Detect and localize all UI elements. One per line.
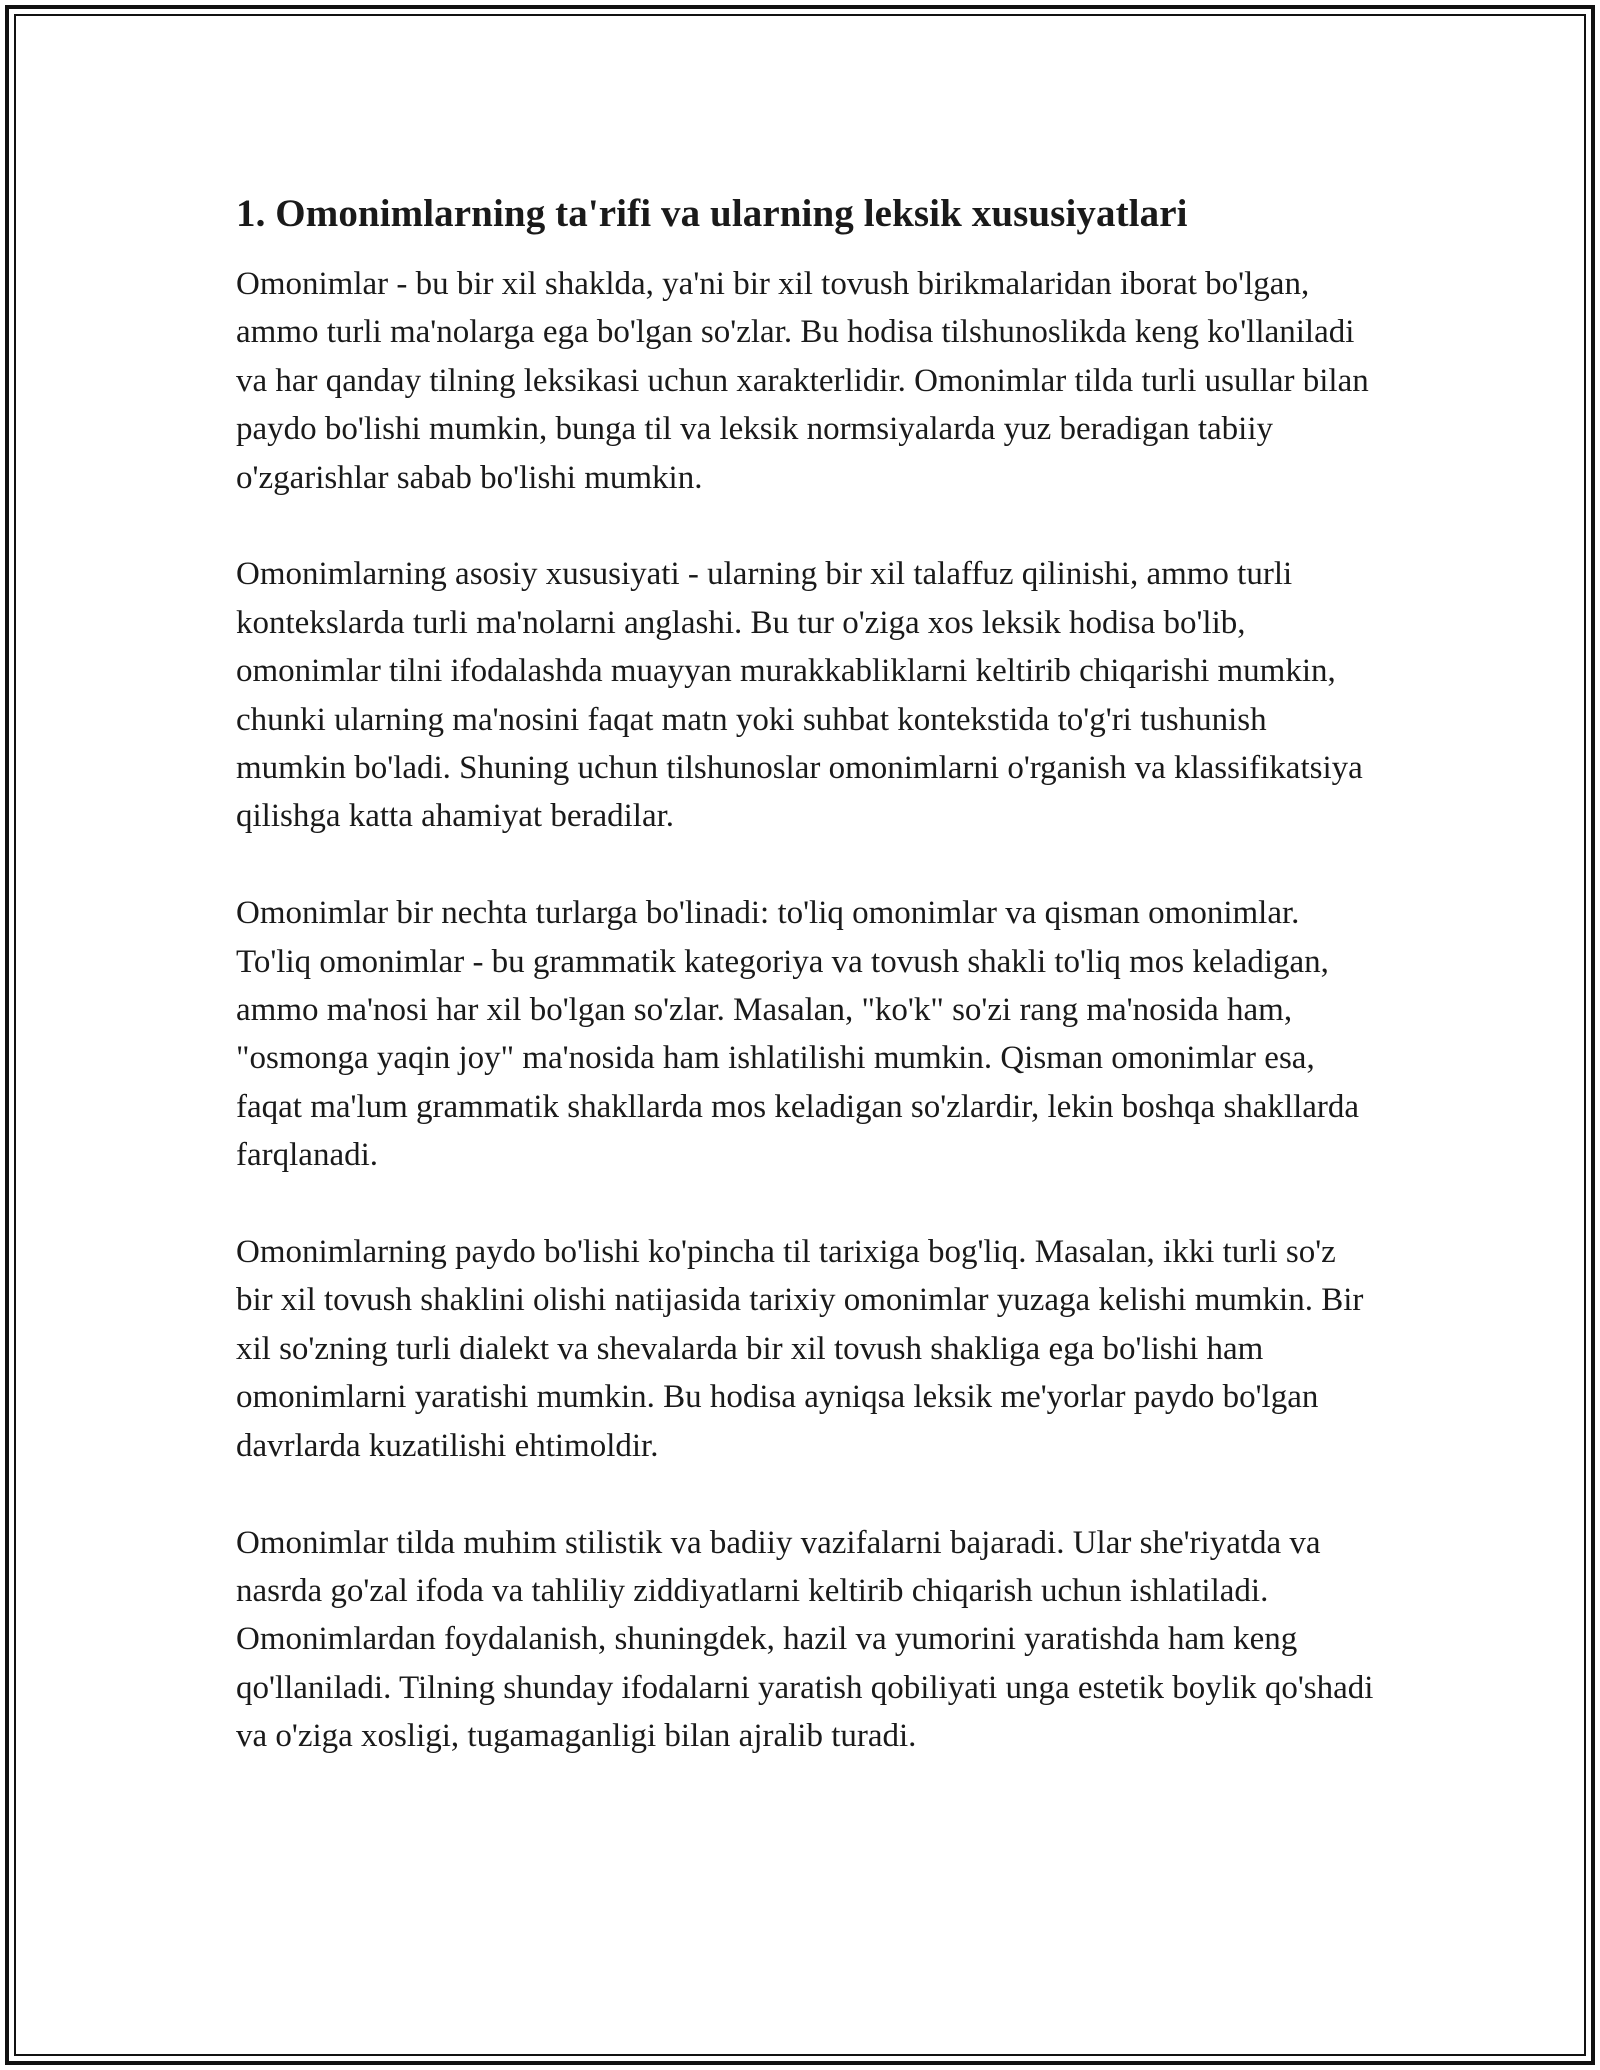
section-heading: 1. Omonimlarning ta'rifi va ularning leksik xususiyatlari <box>236 192 1188 235</box>
paragraph-main-feature: Omonimlarning asosiy xususiyati - ularning bir xil talaffuz qilinishi, ammo turli kontekslarda turli ma'nolarni anglashi. Bu tur o'ziga xos leksik hodisa bo'lib, omonimlar tilni ifodalashda muayyan murakkabliklarni keltirib chiqarishi mumkin, chunki ularning ma'nosini faqat matn yoki suhbat kontekstida to'g'ri tushunish mumkin bo'ladi. Shuning uchun tilshunoslar omonimlarni o'rganish va klassifikatsiya qilishga katta ahamiyat beradilar. <box>236 556 1363 835</box>
document-body <box>236 190 1376 1761</box>
paragraph-definition: Omonimlar - bu bir xil shaklda, ya'ni bir xil tovush birikmalaridan iborat bo'lgan, ammo turli ma'nolarga ega bo'lgan so'zlar. Bu hodisa tilshunoslikda keng ko'llaniladi va har qanday tilning leksikasi uchun xarakterlidir. Omonimlar tilda turli usullar bilan paydo bo'lishi mumkin, bunga til va leksik normsiyalarda yuz beradigan tabiiy o'zgarishlar sabab bo'lishi mumkin. <box>236 266 1369 496</box>
paragraph-types: Omonimlar bir nechta turlarga bo'linadi: to'liq omonimlar va qisman omonimlar. To'liq omonimlar - bu grammatik kategoriya va tovush shakli to'liq mos keladigan, ammo ma'nosi har xil bo'lgan so'zlar. Masalan, "ko'k" so'zi rang ma'nosida ham, "osmonga yaqin joy" ma'nosida ham ishlatilishi mumkin. Qisman omonimlar esa, faqat ma'lum grammatik shakllarda mos keladigan so'zlardir, lekin boshqa shakllarda farqlanadi. <box>236 895 1360 1174</box>
paragraph-origin: Omonimlarning paydo bo'lishi ko'pincha til tarixiga bog'liq. Masalan, ikki turli so'z bir xil tovush shaklini olishi natijasida tarixiy omonimlar yuzaga kelishi mumkin. Bir xil so'zning turli dialekt va shevalarda bir xil tovush shakliga ega bo'lishi ham omonimlarni yaratishi mumkin. Bu hodisa ayniqsa leksik me'yorlar paydo bo'lgan davrlarda kuzatilishi ehtimoldir. <box>236 1234 1364 1464</box>
paragraph-stylistic-role: Omonimlar tilda muhim stilistik va badiiy vazifalarni bajaradi. Ular she'riyatda va nasrda go'zal ifoda va tahliliy ziddiyatlarni keltirib chiqarish uchun ishlatiladi. Omonimlardan foydalanish, shuningdek, hazil va yumorini yaratishda ham keng qo'llaniladi. Tilning shunday ifodalarni yaratish qobiliyati unga estetik boylik qo'shadi va o'ziga xosligi, tugamaganligi bilan ajralib turadi. <box>236 1524 1374 1755</box>
